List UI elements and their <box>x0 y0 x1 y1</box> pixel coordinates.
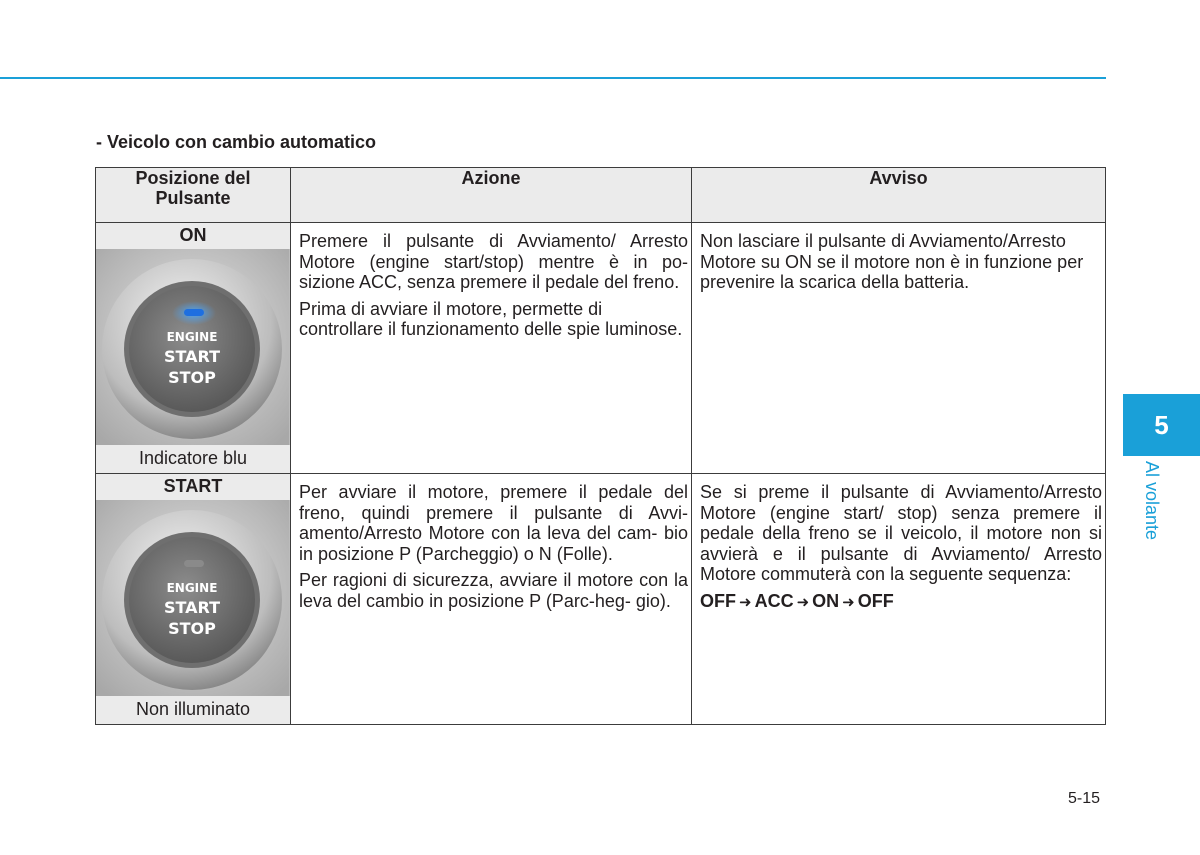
arrow-right-icon: ➜ <box>739 593 752 611</box>
indicator-light <box>184 309 204 316</box>
page-number: 5-15 <box>1068 790 1101 807</box>
button-text-stop: STOP <box>168 368 216 387</box>
sequence-state: ACC <box>754 590 794 611</box>
action-paragraph: Per ragioni di sicurezza, avviare il motore con la leva del cambio in posizione P (Parc-heg- gio). <box>299 570 688 611</box>
engine-start-stop-icon <box>96 500 289 696</box>
indicator-light <box>184 560 204 567</box>
button-text-start: START <box>163 347 221 366</box>
arrow-right-icon: ➜ <box>842 593 855 611</box>
header-warning: Avviso <box>692 168 1106 223</box>
button-text-engine: ENGINE <box>166 330 218 344</box>
header-position-label: Posizione del Pulsante <box>135 168 251 208</box>
table-header-row <box>96 168 1106 223</box>
chapter-label: Al volante <box>1142 461 1162 541</box>
chapter-tab: 5 <box>1123 394 1200 456</box>
state-sequence <box>700 591 1102 614</box>
top-rule <box>0 77 1106 79</box>
arrow-right-icon: ➜ <box>796 593 810 611</box>
position-label: ON <box>179 225 207 245</box>
engine-start-stop-icon <box>96 249 289 445</box>
warning-cell <box>692 474 1106 725</box>
section-title: - Veicolo con cambio automatico <box>96 132 377 152</box>
sequence-state: OFF <box>857 590 894 611</box>
action-cell <box>291 474 692 725</box>
action-paragraph: Per avviare il motore, premere il pedale del freno, quindi premere il pulsante di Avvi- amento/Arresto Motore con la leva del cam- bio in posizione P (Parcheggio) o N (Folle). <box>299 482 688 564</box>
button-text-stop: STOP <box>168 619 216 638</box>
position-cell <box>96 223 291 474</box>
header-action: Azione <box>291 168 692 223</box>
action-paragraph: Prima di avviare il motore, permette di controllare il funzionamento delle spie luminose. <box>299 298 683 339</box>
table-row <box>96 474 1106 725</box>
indicator-caption: Indicatore blu <box>138 448 248 468</box>
table-row <box>96 223 1106 474</box>
position-label: START <box>163 476 223 496</box>
action-cell <box>291 223 692 474</box>
sequence-state: OFF <box>700 590 736 611</box>
warning-cell <box>692 223 1106 474</box>
engine-start-button-image <box>96 500 290 696</box>
button-position-table <box>95 167 1106 725</box>
warning-paragraph: Se si preme il pulsante di Avviamento/Arresto Motore (engine start/ stop) senza premere il pedale della freno se il veicolo, il motore non si avvierà e il pulsante di Avviamento/ Arresto Motore commuterà con la seguente sequenza: <box>700 482 1102 584</box>
action-paragraph: Premere il pulsante di Avviamento/ Arresto Motore (engine start/stop) mentre è in po- sizione ACC, senza premere il pedale del freno. <box>299 231 688 292</box>
button-text-engine: ENGINE <box>166 581 218 595</box>
warning-paragraph: Non lasciare il pulsante di Avviamento/Arresto Motore su ON se il motore non è in funzione per prevenire la scarica della batteria. <box>700 231 1084 292</box>
indicator-caption: Non illuminato <box>135 699 251 719</box>
engine-start-button-image <box>96 249 290 445</box>
button-text-start: START <box>163 598 221 617</box>
sequence-state: ON <box>812 590 840 611</box>
header-position <box>96 168 291 223</box>
position-cell <box>96 474 291 725</box>
